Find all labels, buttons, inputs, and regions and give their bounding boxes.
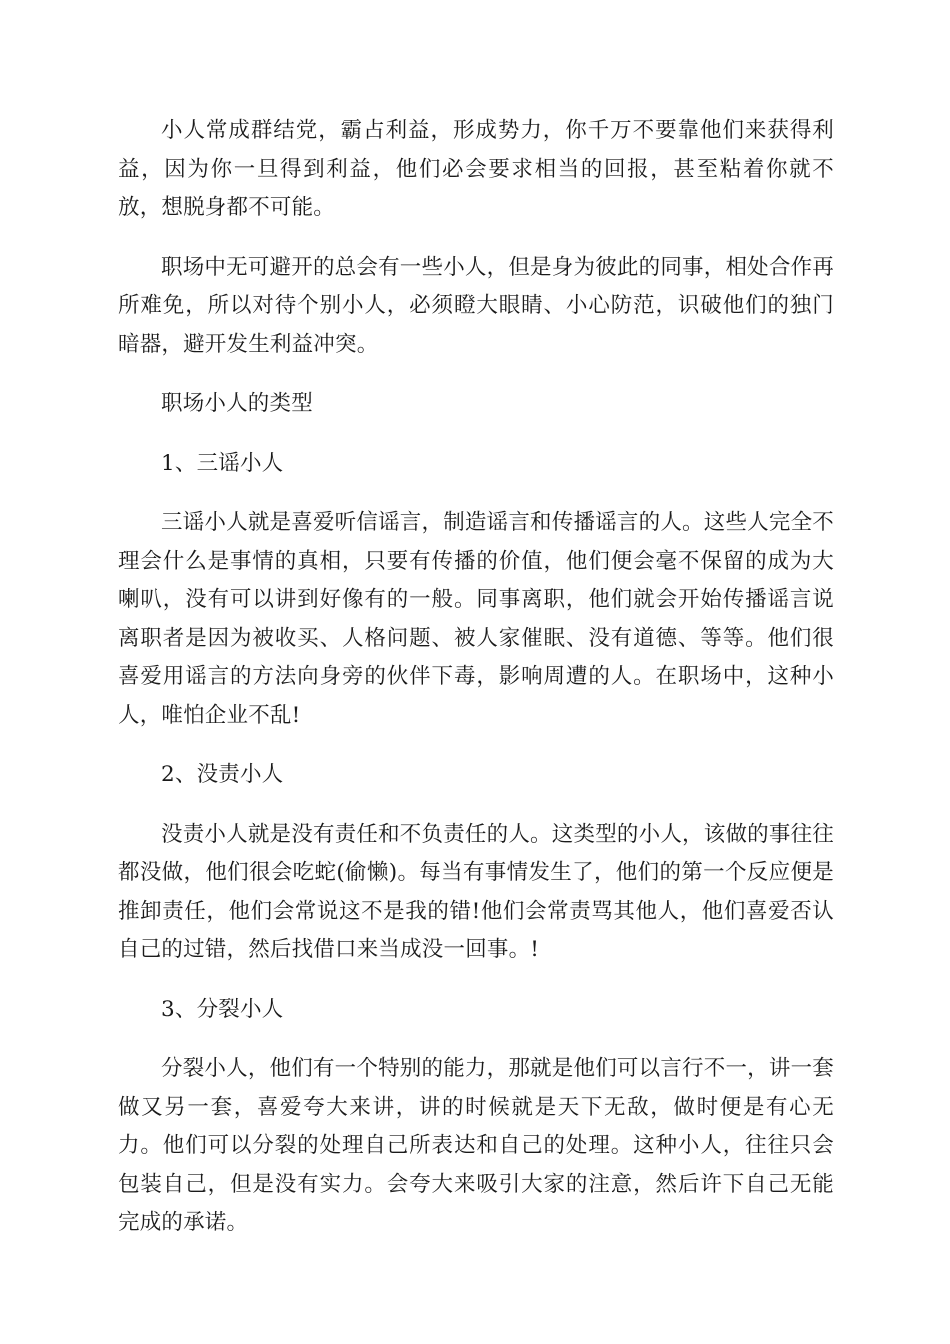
item-heading-1: 1、三谣小人 — [161, 450, 284, 476]
paragraph-gap — [118, 795, 834, 816]
paragraph-type-1: 三谣小人就是喜爱听信谣言，制造谣言和传播谣言的人。这些人完全不理会什么是事情的真相，只要有传播的价值，他们便会毫不保留的成为大喇叭，没有可以讲到好像有的一般。同事离职，他们就会开始传播谣言说离职者是因为被收买、人格问题、被人家催眠、没有道德、等等。他们很喜爱用谣言的方法向身旁的伙伴下毒，影响周遭的人。在职场中，这种小人，唯怕企业不乱! — [118, 510, 834, 728]
paragraph-gap — [118, 1029, 834, 1050]
paragraph-type-2: 没责小人就是没有责任和不负责任的人。这类型的小人，该做的事往往都没做，他们很会吃蛇(偷懒)。每当有事情发生了，他们的第一个反应便是推卸责任，他们会常说这不是我的错!他们会常责骂其他人，他们喜爱否认自己的过错，然后找借口来当成没一回事。! — [118, 821, 834, 962]
paragraph-gap — [118, 970, 834, 991]
paragraph-type-3: 分裂小人，他们有一个特别的能力，那就是他们可以言行不一，讲一套做又另一套，喜爱夸大来讲，讲的时候就是天下无敌，做时便是有心无力。他们可以分裂的处理自己所表达和自己的处理。这种小人，往往只会包装自己，但是没有实力。会夸大来吸引大家的注意，然后许下自己无能完成的承诺。 — [118, 1056, 834, 1235]
item-heading-2: 2、没责小人 — [161, 762, 284, 787]
paragraph-intro: 小人常成群结党，霸占利益，形成势力，你千万不要靠他们来获得利益，因为你一旦得到利益，他们必会要求相当的回报，甚至粘着你就不放，想脱身都不可能。 — [118, 118, 834, 220]
item-heading-3: 3、分裂小人 — [161, 996, 284, 1022]
paragraph-gap — [118, 424, 834, 445]
section-heading: 职场小人的类型 — [161, 391, 313, 416]
paragraph-gap — [118, 735, 834, 756]
paragraph-gap — [118, 228, 834, 249]
paragraph-gap — [118, 364, 834, 385]
paragraph-workplace: 职场中无可避开的总会有一些小人，但是身为彼此的同事，相处合作再所难免，所以对待个别小人，必须瞪大眼睛、小心防范，识破他们的独门暗器，避开发生利益冲突。 — [118, 254, 834, 357]
paragraph-gap — [118, 483, 834, 504]
document-page — [118, 112, 834, 1243]
